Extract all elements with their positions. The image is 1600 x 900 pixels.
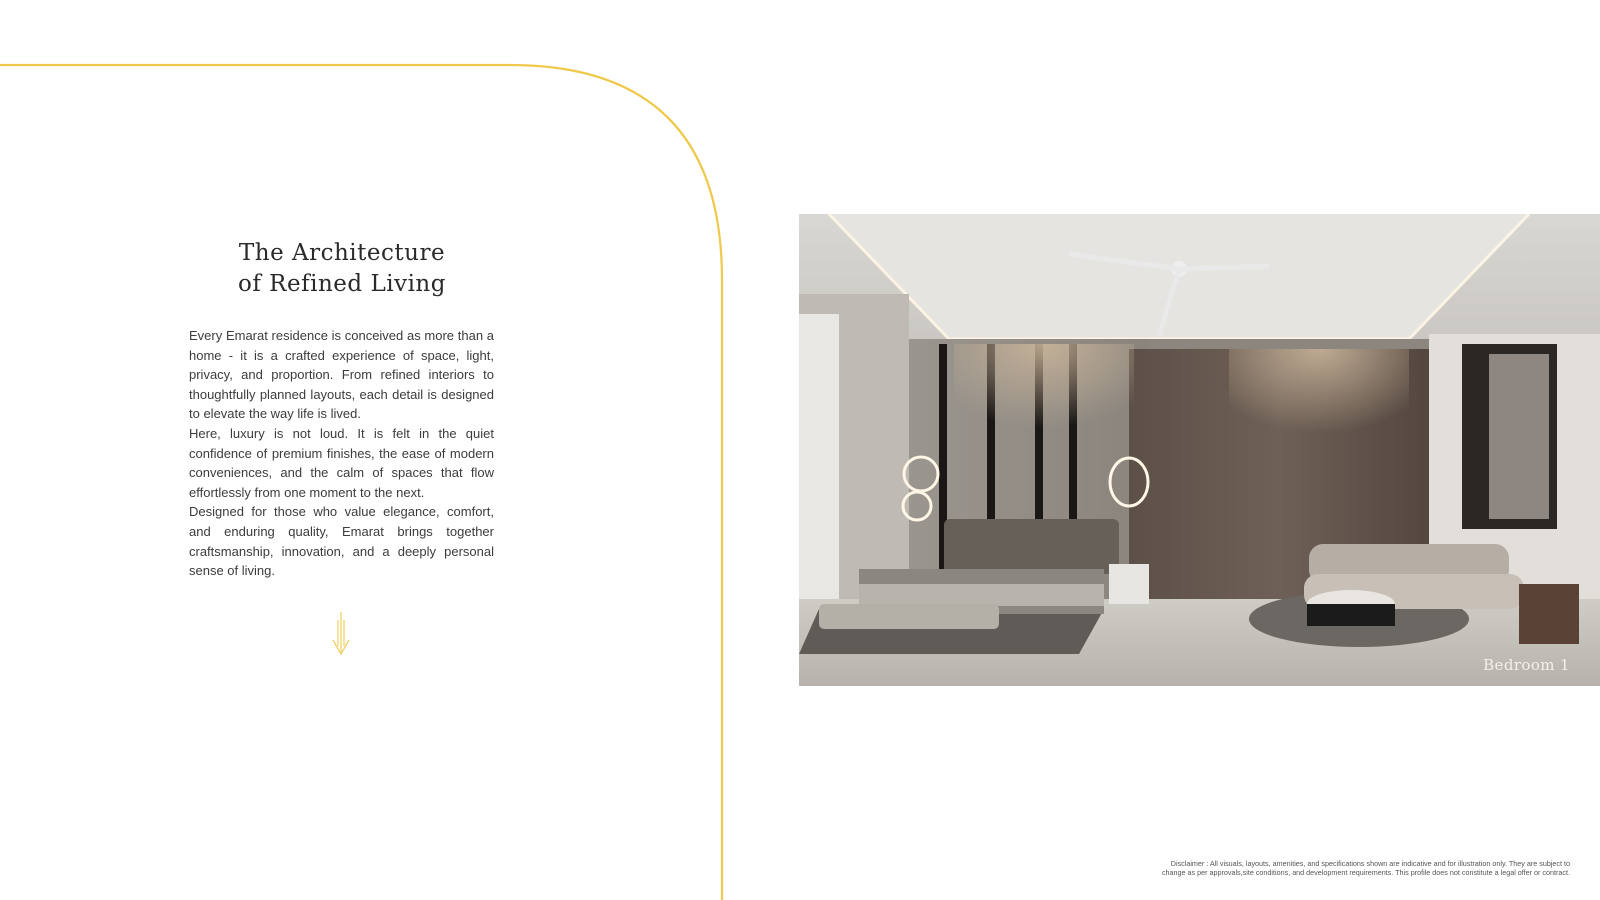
title-line-1: The Architecture bbox=[238, 240, 446, 266]
disclaimer-text bbox=[1050, 859, 1570, 877]
paragraph-2: Here, luxury is not loud. It is felt in the quiet confidence of premium finishes, the ease of modern conveniences, and the calm of spaces that flow effortlessly from one moment to the next. bbox=[189, 425, 494, 500]
intro-text bbox=[189, 326, 494, 581]
bedroom-interior-photo bbox=[799, 214, 1600, 686]
paragraph-3: Designed for those who value elegance, comfort, and enduring quality, Emarat brings together craftsmanship, innovation, and a deeply personal sense of living. bbox=[189, 504, 494, 579]
title-line-2: of Refined Living bbox=[238, 271, 446, 297]
disclaimer-line-1: Disclaimer : All visuals, layouts, amenities, and specifications shown are indicative and for illustration only. They are subject to bbox=[1170, 859, 1570, 868]
page-title bbox=[189, 238, 495, 300]
paragraph-1: Every Emarat residence is conceived as more than a home - it is a crafted experience of space, light, privacy, and proportion. From refined interiors to thoughtfully planned layouts, each detail is designed to elevate the way life is lived. bbox=[189, 328, 494, 422]
gold-arrow-ornament-icon bbox=[331, 612, 351, 656]
image-caption: Bedroom 1 bbox=[1483, 656, 1570, 674]
disclaimer-line-2: change as per approvals,site conditions, and development requirements. This profile does not constitute a legal offer or contract. bbox=[1161, 868, 1570, 877]
